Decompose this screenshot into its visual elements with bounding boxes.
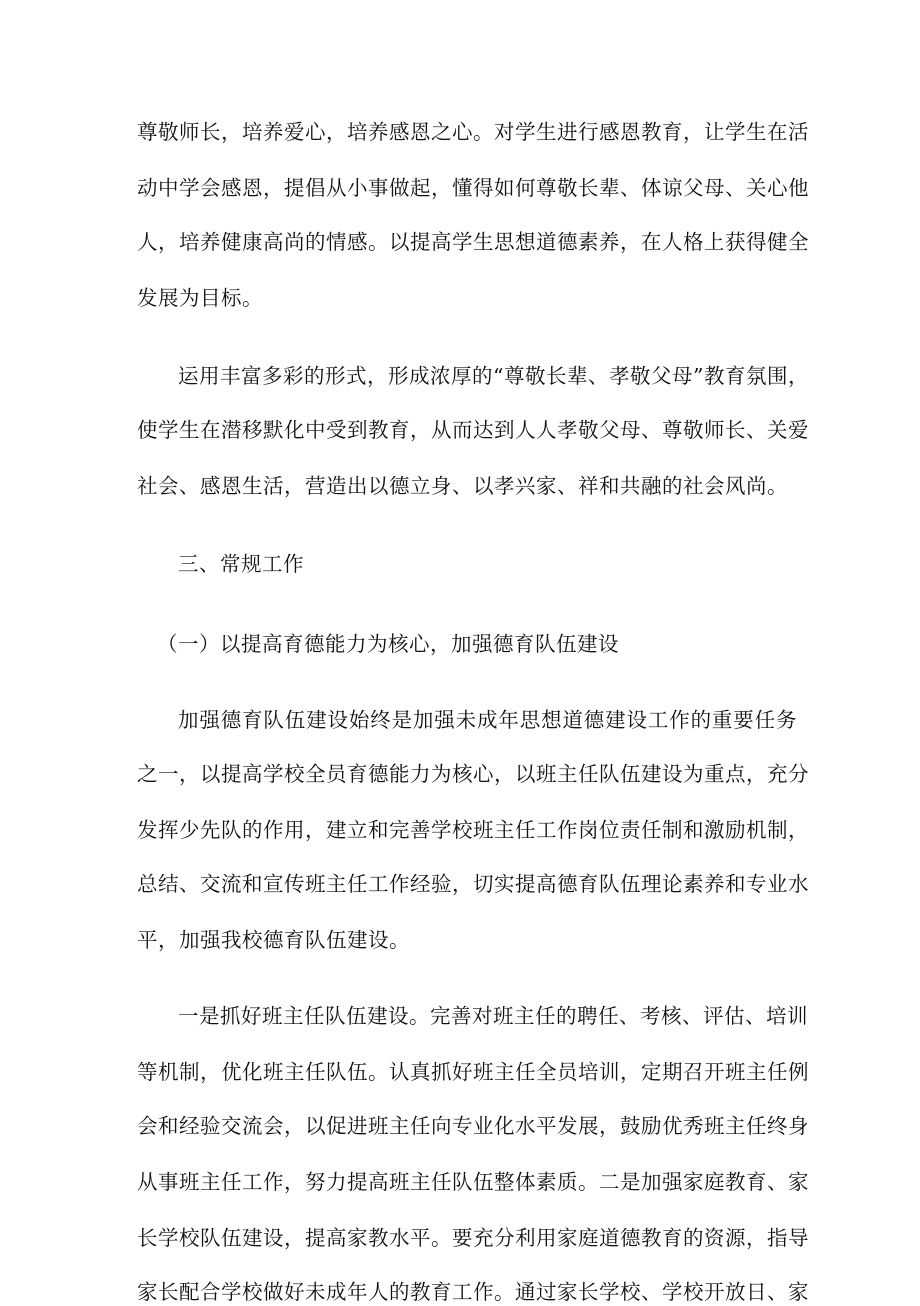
paragraph-4-line-3: 会和经验交流会，以促进班主任向专业化水平发展，鼓励优秀班主任终身	[137, 1114, 809, 1138]
paragraph-4-line-1: 一是抓好班主任队伍建设。完善对班主任的聘任、考核、评估、培训	[178, 1004, 808, 1028]
paragraph-2-line-2: 使学生在潜移默化中受到教育，从而达到人人孝敬父母、尊敬师长、关爱	[137, 418, 809, 442]
section-heading: 三、常规工作	[178, 552, 304, 576]
paragraph-1-line-1: 尊敬师长，培养爱心，培养感恩之心。对学生进行感恩教育，让学生在活	[137, 120, 809, 144]
paragraph-4-line-4: 从事班主任工作，努力提高班主任队伍整体素质。二是加强家庭教育、家	[137, 1170, 809, 1194]
subsection-heading: （一）以提高育德能力为核心，加强德育队伍建设	[157, 632, 619, 656]
paragraph-2-line-3: 社会、感恩生活，营造出以德立身、以孝兴家、祥和共融的社会风尚。	[137, 474, 788, 498]
paragraph-3-line-4: 总结、交流和宣传班主任工作经验，切实提高德育队伍理论素养和专业水	[137, 872, 809, 896]
paragraph-3-line-3: 发挥少先队的作用，建立和完善学校班主任工作岗位责任制和激励机制，	[137, 818, 809, 842]
paragraph-1-line-3: 人，培养健康高尚的情感。以提高学生思想道德素养，在人格上获得健全	[137, 230, 809, 254]
paragraph-1-line-4: 发展为目标。	[137, 286, 263, 310]
paragraph-4-line-5: 长学校队伍建设，提高家教水平。要充分利用家庭道德教育的资源，指导	[137, 1226, 809, 1250]
paragraph-4-line-2: 等机制，优化班主任队伍。认真抓好班主任全员培训，定期召开班主任例	[137, 1060, 809, 1084]
paragraph-1-line-2: 动中学会感恩，提倡从小事做起，懂得如何尊敬长辈、体谅父母、关心他	[137, 176, 809, 200]
paragraph-3-line-2: 之一，以提高学校全员育德能力为核心，以班主任队伍建设为重点，充分	[137, 762, 809, 786]
paragraph-3-line-5: 平，加强我校德育队伍建设。	[137, 928, 410, 952]
paragraph-3-line-1: 加强德育队伍建设始终是加强未成年思想道德建设工作的重要任务	[178, 708, 797, 732]
paragraph-4-line-6: 家长配合学校做好未成年人的教育工作。通过家长学校、学校开放日、家	[137, 1280, 809, 1304]
paragraph-2-line-1: 运用丰富多彩的形式，形成浓厚的“尊敬长辈、孝敬父母”教育氛围，	[178, 364, 809, 388]
